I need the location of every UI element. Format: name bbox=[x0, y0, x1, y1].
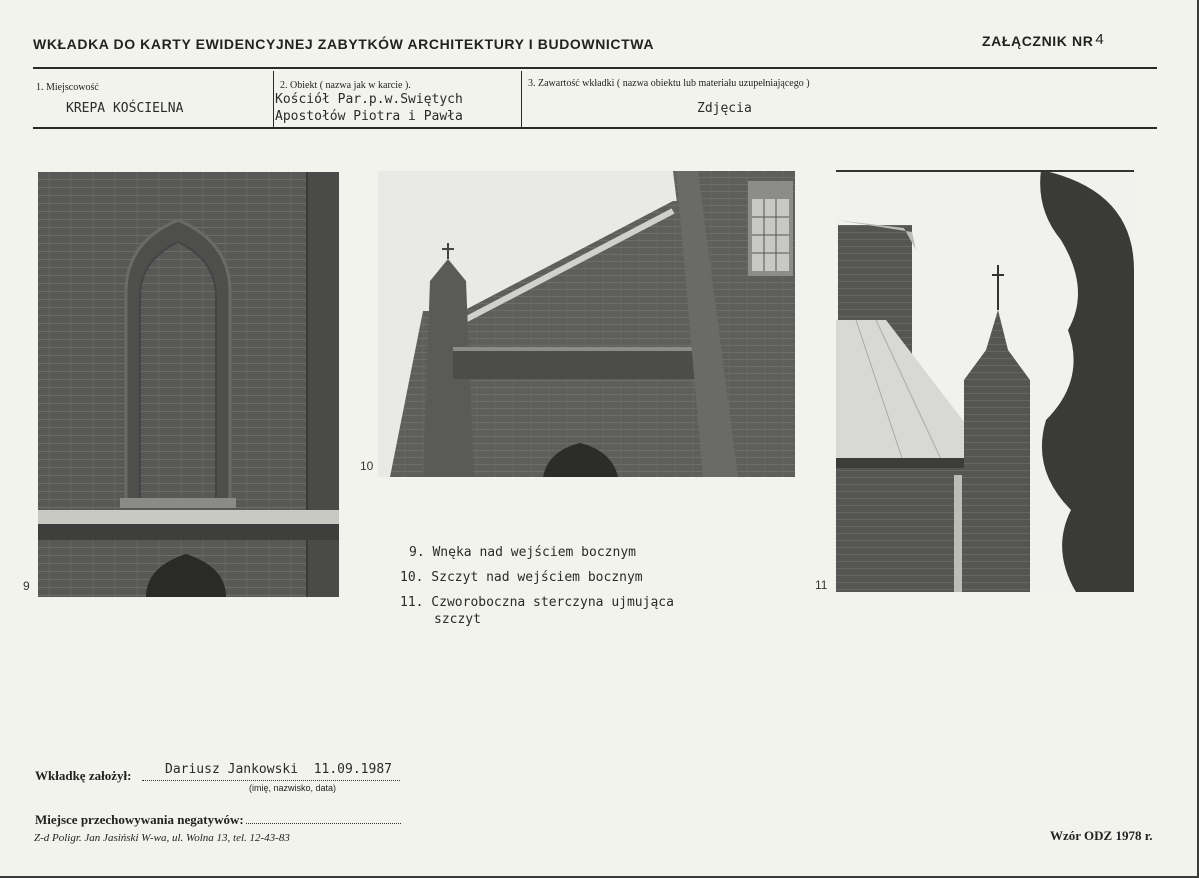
locality-value: KREPA KOŚCIELNA bbox=[66, 101, 184, 116]
annex-text: ZAŁĄCZNIK NR bbox=[982, 33, 1094, 49]
caption-9: 9. Wnęka nad wejściem bocznym bbox=[409, 545, 636, 560]
photo-10-gable bbox=[378, 171, 795, 477]
created-by-dotted-line bbox=[142, 780, 400, 781]
form-title: WKŁADKA DO KARTY EWIDENCYJNEJ ZABYTKÓW ARCHITEKTURY I BUDOWNICTWA bbox=[33, 36, 655, 52]
printer-imprint: Z-d Poligr. Jan Jasiński W-wa, ul. Wolna 13, tel. 12-43-83 bbox=[34, 832, 290, 844]
annex-number: 4 bbox=[1095, 31, 1105, 48]
form-model: Wzór ODZ 1978 r. bbox=[1050, 828, 1153, 843]
photo-10-number: 10 bbox=[360, 459, 374, 473]
field-divider-2 bbox=[521, 71, 522, 128]
caption-list bbox=[400, 544, 674, 636]
caption-10: 10. Szczyt nad wejściem bocznym bbox=[400, 570, 643, 585]
created-by-label: Wkładkę założył: bbox=[35, 768, 132, 783]
contents-label: 3. Zawartość wkładki ( nazwa obiektu lub materiału uzupełniającego ) bbox=[528, 78, 810, 89]
photo-9-number: 9 bbox=[23, 579, 30, 593]
photo-9-window-niche bbox=[38, 172, 339, 597]
photo-11-pinnacle bbox=[836, 170, 1134, 592]
created-by-value: Dariusz Jankowski 11.09.1987 bbox=[165, 762, 392, 777]
caption-11-cont: szczyt bbox=[434, 612, 481, 627]
field-divider-1 bbox=[273, 71, 274, 128]
locality-label: 1. Miejscowość bbox=[36, 82, 99, 93]
header-bottom-rule bbox=[33, 127, 1157, 129]
negatives-label: Miejsce przechowywania negatywów: bbox=[35, 812, 244, 827]
negatives-dotted-line bbox=[246, 823, 401, 824]
header-top-rule bbox=[33, 67, 1157, 69]
object-value-line1: Kościół Par.p.w.Swiętych bbox=[275, 92, 463, 107]
annex-label bbox=[982, 33, 1104, 50]
caption-11: 11. Czworoboczna sterczyna ujmująca bbox=[400, 595, 674, 610]
contents-value: Zdjęcia bbox=[697, 101, 752, 116]
created-by-hint: (imię, nazwisko, data) bbox=[249, 783, 337, 793]
photo-11-number: 11 bbox=[815, 578, 828, 592]
object-value-line2: Apostołów Piotra i Pawła bbox=[275, 109, 463, 124]
object-label: 2. Obiekt ( nazwa jak w karcie ). bbox=[280, 80, 411, 91]
